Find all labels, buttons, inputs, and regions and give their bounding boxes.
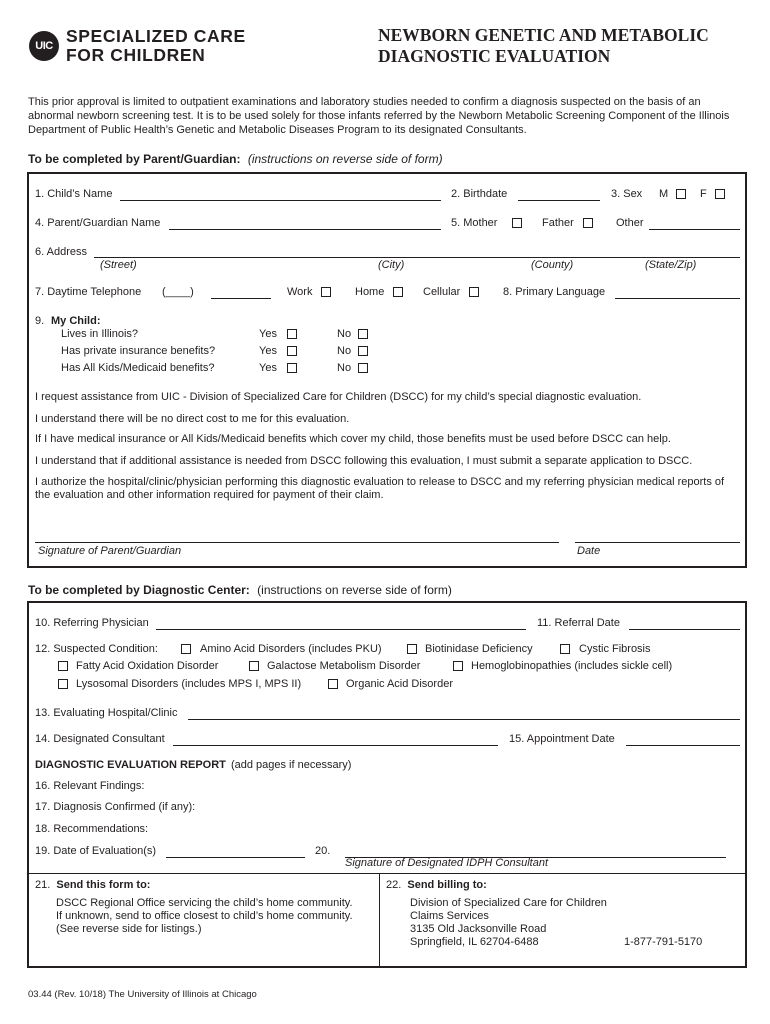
hemoglobinopathies-label: Hemoglobinopathies (includes sickle cell)	[471, 660, 673, 672]
address-field[interactable]	[94, 257, 740, 258]
telephone-label: 7. Daytime Telephone	[35, 286, 142, 298]
statement-release-authorization: I authorize the hospital/clinic/physician performing this diagnostic evaluation to release to DSCC and my referring physician medical reports of the evaluation and other information required for payment of their claim.	[35, 476, 725, 501]
referral-date-field[interactable]	[629, 629, 740, 630]
send-form-number: 21.	[35, 879, 51, 891]
send-billing-label: Send billing to:	[407, 879, 487, 891]
parent-heading-text: To be completed by Parent/Guardian:	[28, 152, 241, 166]
billing-address-line-1: Division of Specialized Care for Children	[410, 897, 607, 909]
sex-label: 3. Sex	[611, 188, 643, 200]
organic-acid-checkbox[interactable]	[328, 679, 338, 689]
date-of-evaluation-label: 19. Date of Evaluation(s)	[35, 845, 157, 857]
referring-physician-label: 10. Referring Physician	[35, 617, 149, 629]
fatty-acid-checkbox[interactable]	[58, 661, 68, 671]
child-name-label: 1. Child’s Name	[35, 188, 113, 200]
report-heading-text: DIAGNOSTIC EVALUATION REPORT	[35, 759, 226, 771]
mother-label: 5. Mother	[451, 217, 498, 229]
relevant-findings-label: 16. Relevant Findings:	[35, 780, 145, 792]
form-title-line-1: NEWBORN GENETIC AND METABOLIC	[378, 25, 709, 45]
work-label: Work	[287, 286, 313, 298]
lives-in-illinois-yes-label: Yes	[259, 328, 277, 340]
galactose-label: Galactose Metabolism Disorder	[267, 660, 421, 672]
sex-f-label: F	[700, 188, 707, 200]
uic-logo-badge: UIC	[29, 31, 59, 61]
parent-name-label: 4. Parent/Guardian Name	[35, 217, 161, 229]
father-label: Father	[542, 217, 574, 229]
suspected-condition-label: 12. Suspected Condition:	[35, 643, 158, 655]
cellular-checkbox[interactable]	[469, 287, 479, 297]
billing-address-line-2: Claims Services	[410, 910, 489, 922]
consultant-signature-number: 20.	[315, 845, 331, 857]
evaluating-hospital-field[interactable]	[188, 719, 740, 720]
all-kids-medicaid-yes-label: Yes	[259, 362, 277, 374]
all-kids-medicaid-no-checkbox[interactable]	[358, 363, 368, 373]
other-label: Other	[616, 217, 644, 229]
cellular-label: Cellular	[423, 286, 461, 298]
logo-line-1: SPECIALIZED CARE	[66, 26, 246, 46]
my-child-number: 9.	[35, 315, 45, 327]
biotinidase-checkbox[interactable]	[407, 644, 417, 654]
private-insurance-yes-label: Yes	[259, 345, 277, 357]
child-name-field[interactable]	[120, 200, 441, 201]
referral-date-label: 11. Referral Date	[537, 617, 620, 629]
my-child-label: My Child:	[51, 315, 101, 327]
date-of-evaluation-field[interactable]	[166, 857, 305, 858]
all-kids-medicaid-no-label: No	[337, 362, 352, 374]
all-kids-medicaid-yes-checkbox[interactable]	[287, 363, 297, 373]
center-heading-text: To be completed by Diagnostic Center:	[28, 583, 250, 597]
address-state-caption: (State/Zip)	[645, 259, 697, 271]
statement-no-direct-cost: I understand there will be no direct cost to me for this evaluation.	[35, 413, 350, 425]
parent-heading-note: (instructions on reverse side of form)	[247, 152, 443, 166]
all-kids-medicaid-question: Has All Kids/Medicaid benefits?	[61, 362, 215, 374]
parent-date-caption: Date	[577, 545, 601, 557]
send-billing-heading	[386, 879, 487, 891]
parent-section-heading	[28, 152, 443, 166]
consultant-signature-caption: Signature of Designated IDPH Consultant	[345, 857, 549, 869]
cystic-fibrosis-checkbox[interactable]	[560, 644, 570, 654]
cystic-fibrosis-label: Cystic Fibrosis	[579, 643, 651, 655]
send-form-line-3: (See reverse side for listings.)	[56, 923, 202, 935]
appointment-date-field[interactable]	[626, 745, 740, 746]
amino-acid-label: Amino Acid Disorders (includes PKU)	[200, 643, 382, 655]
parent-signature-field[interactable]	[35, 542, 559, 543]
address-label: 6. Address	[35, 246, 87, 258]
organic-acid-label: Organic Acid Disorder	[346, 678, 453, 690]
father-checkbox[interactable]	[583, 218, 593, 228]
sex-m-checkbox[interactable]	[676, 189, 686, 199]
other-field[interactable]	[649, 229, 740, 230]
statement-insurance-first: If I have medical insurance or All Kids/Medicaid benefits which cover my child, those benefits must be used before DSCC can help.	[35, 433, 671, 445]
designated-consultant-field[interactable]	[173, 745, 498, 746]
referring-physician-field[interactable]	[156, 629, 526, 630]
telephone-field[interactable]	[211, 298, 271, 299]
center-heading-note: (instructions on reverse side of form)	[257, 583, 452, 597]
send-form-label: Send this form to:	[56, 879, 151, 891]
fatty-acid-label: Fatty Acid Oxidation Disorder	[76, 660, 219, 672]
parent-signature-date-field[interactable]	[575, 542, 740, 543]
logo-line-2: FOR CHILDREN	[66, 45, 206, 65]
primary-language-field[interactable]	[615, 298, 740, 299]
evaluating-hospital-label: 13. Evaluating Hospital/Clinic	[35, 707, 178, 719]
lives-in-illinois-yes-checkbox[interactable]	[287, 329, 297, 339]
private-insurance-no-checkbox[interactable]	[358, 346, 368, 356]
billing-address-line-3: 3135 Old Jacksonville Road	[410, 923, 547, 935]
send-billing-number: 22.	[386, 879, 402, 891]
report-heading-note: (add pages if necessary)	[230, 759, 352, 771]
report-heading	[35, 759, 351, 771]
form-title-line-2: DIAGNOSTIC EVALUATION	[378, 46, 611, 66]
send-form-line-1: DSCC Regional Office servicing the child’s home community.	[56, 897, 353, 909]
private-insurance-no-label: No	[337, 345, 352, 357]
biotinidase-label: Biotinidase Deficiency	[425, 643, 533, 655]
address-city-caption: (City)	[378, 259, 405, 271]
parent-name-field[interactable]	[169, 229, 441, 230]
sex-f-checkbox[interactable]	[715, 189, 725, 199]
center-section-heading	[28, 583, 452, 597]
birthdate-label: 2. Birthdate	[451, 188, 508, 200]
lives-in-illinois-question: Lives in Illinois?	[61, 328, 139, 340]
private-insurance-yes-checkbox[interactable]	[287, 346, 297, 356]
sex-m-label: M	[659, 188, 669, 200]
lives-in-illinois-no-label: No	[337, 328, 352, 340]
telephone-area-code[interactable]: (____)	[162, 286, 194, 298]
send-section-vertical-divider	[379, 874, 380, 967]
work-checkbox[interactable]	[321, 287, 331, 297]
statement-request-assistance: I request assistance from UIC - Division of Specialized Care for Children (DSCC) for my child’s special diagnostic evaluation.	[35, 391, 642, 403]
private-insurance-question: Has private insurance benefits?	[61, 345, 216, 357]
send-section-divider	[27, 873, 747, 874]
appointment-date-label: 15. Appointment Date	[509, 733, 615, 745]
home-checkbox[interactable]	[393, 287, 403, 297]
billing-phone: 1-877-791-5170	[624, 936, 703, 948]
birthdate-field[interactable]	[518, 200, 600, 201]
mother-checkbox[interactable]	[512, 218, 522, 228]
primary-language-label: 8. Primary Language	[503, 286, 606, 298]
billing-address-line-4: Springfield, IL 62704-6488	[410, 936, 539, 948]
statement-separate-application: I understand that if additional assistance is needed from DSCC following this evaluation, I must submit a separate application to DSCC.	[35, 455, 693, 467]
lysosomal-label: Lysosomal Disorders (includes MPS I, MPS II)	[76, 678, 302, 690]
lives-in-illinois-no-checkbox[interactable]	[358, 329, 368, 339]
hemoglobinopathies-checkbox[interactable]	[453, 661, 463, 671]
address-street-caption: (Street)	[100, 259, 137, 271]
amino-acid-checkbox[interactable]	[181, 644, 191, 654]
send-form-heading	[35, 879, 150, 891]
lysosomal-checkbox[interactable]	[58, 679, 68, 689]
recommendations-label: 18. Recommendations:	[35, 823, 149, 835]
home-label: Home	[355, 286, 385, 298]
address-county-caption: (County)	[531, 259, 574, 271]
galactose-checkbox[interactable]	[249, 661, 259, 671]
parent-signature-caption: Signature of Parent/Guardian	[38, 545, 182, 557]
send-form-line-2: If unknown, send to office closest to child’s home community.	[56, 910, 353, 922]
diagnosis-confirmed-label: 17. Diagnosis Confirmed (if any):	[35, 801, 196, 813]
intro-paragraph: This prior approval is limited to outpatient examinations and laboratory studies needed to confirm a diagnosis suspected on the basis of an abnormal newborn screening test. It is to be used solely for those infants referred by the Newborn Metabolic Screening Component of the Illinois Department of Public Health’s Genetic and Metabolic Diseases Program to its designated Consultants.	[28, 96, 730, 136]
designated-consultant-label: 14. Designated Consultant	[35, 733, 165, 745]
form-footer: 03.44 (Rev. 10/18) The University of Illinois at Chicago	[28, 989, 257, 1000]
